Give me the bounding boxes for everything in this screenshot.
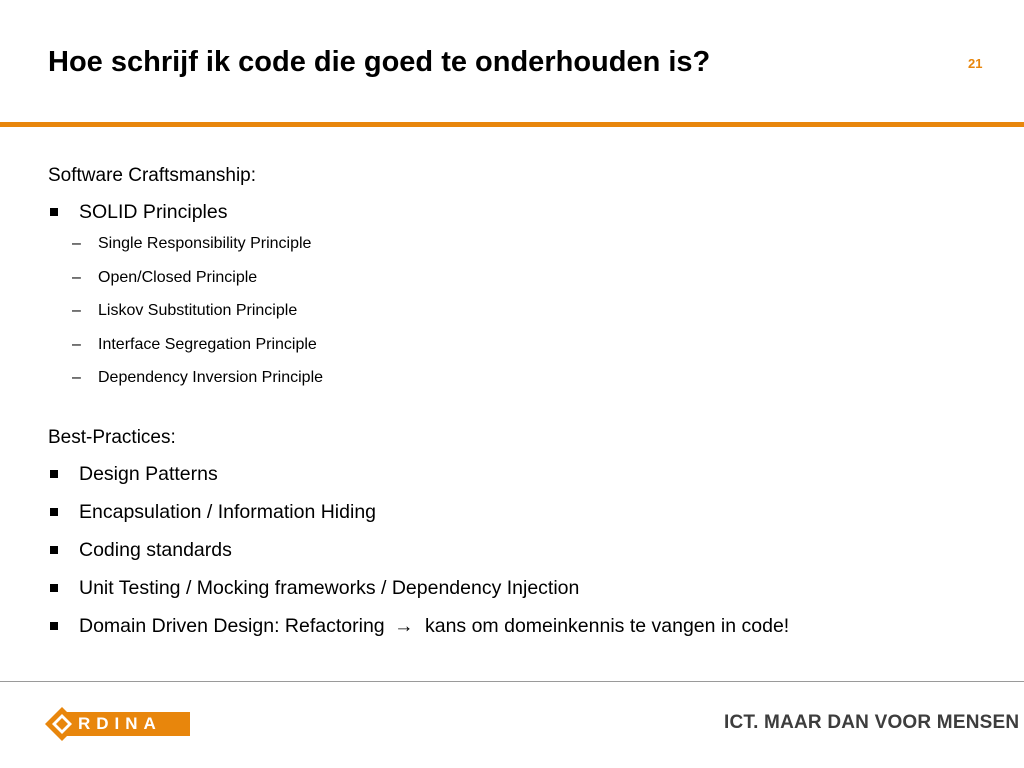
square-bullet-icon — [50, 508, 58, 516]
square-bullet-icon — [50, 622, 58, 630]
square-bullet-icon — [50, 208, 58, 216]
footer-divider — [0, 681, 1024, 682]
sub-item-label: Dependency Inversion Principle — [98, 369, 324, 387]
bullet-item — [48, 575, 988, 601]
sub-item-label: Interface Segregation Principle — [98, 335, 317, 353]
bullet-solid-principles — [48, 199, 988, 225]
bullet-item — [48, 461, 988, 487]
solid-sub-list — [48, 233, 988, 389]
bullet-label: Encapsulation / Information Hiding — [79, 500, 377, 523]
square-bullet-icon — [50, 584, 58, 592]
craftsmanship-heading: Software Craftsmanship: — [48, 165, 257, 186]
logo-wordmark: RDINA — [78, 714, 162, 733]
dash-icon: – — [72, 369, 81, 387]
bullet-item — [48, 537, 988, 563]
dash-icon: – — [72, 302, 81, 320]
sub-item — [48, 300, 988, 322]
square-bullet-icon — [50, 470, 58, 478]
ordina-logo — [44, 706, 190, 742]
bullet-item-ddd — [48, 613, 988, 639]
sub-item — [48, 367, 988, 389]
bullet-item — [48, 499, 988, 525]
square-bullet-icon — [50, 546, 58, 554]
dash-icon: – — [72, 268, 81, 286]
sub-item — [48, 334, 988, 356]
bullet-label: Design Patterns — [79, 462, 218, 485]
title-divider — [0, 122, 1024, 127]
bullet-label-after-arrow: kans om domeinkennis te vangen in code! — [424, 614, 790, 637]
right-arrow-icon: → — [394, 614, 414, 637]
bullet-label: Unit Testing / Mocking frameworks / Dependency Injection — [79, 576, 580, 599]
slide-title: Hoe schrijf ik code die goed te onderhouden is? — [48, 46, 711, 78]
bullet-label: Coding standards — [79, 538, 232, 561]
dash-icon: – — [72, 335, 81, 353]
dash-icon: – — [72, 235, 81, 252]
sub-item-label: Liskov Substitution Principle — [98, 302, 298, 320]
bullet-label-before-arrow: Domain Driven Design: Refactoring — [79, 614, 385, 637]
sub-item — [48, 267, 988, 289]
page-number: 21 — [968, 56, 983, 71]
footer-tagline: ICT. MAAR DAN VOOR MENSEN — [724, 712, 1020, 733]
slide-content — [48, 163, 988, 651]
section-spacer — [48, 401, 988, 425]
best-practices-heading: Best-Practices: — [48, 426, 176, 448]
bullet-label: SOLID Principles — [79, 201, 228, 223]
sub-item-label: Single Responsibility Principle — [98, 235, 312, 252]
logo-diamond-o-icon — [44, 706, 80, 742]
sub-item — [48, 233, 988, 255]
sub-item-label: Open/Closed Principle — [98, 268, 258, 286]
